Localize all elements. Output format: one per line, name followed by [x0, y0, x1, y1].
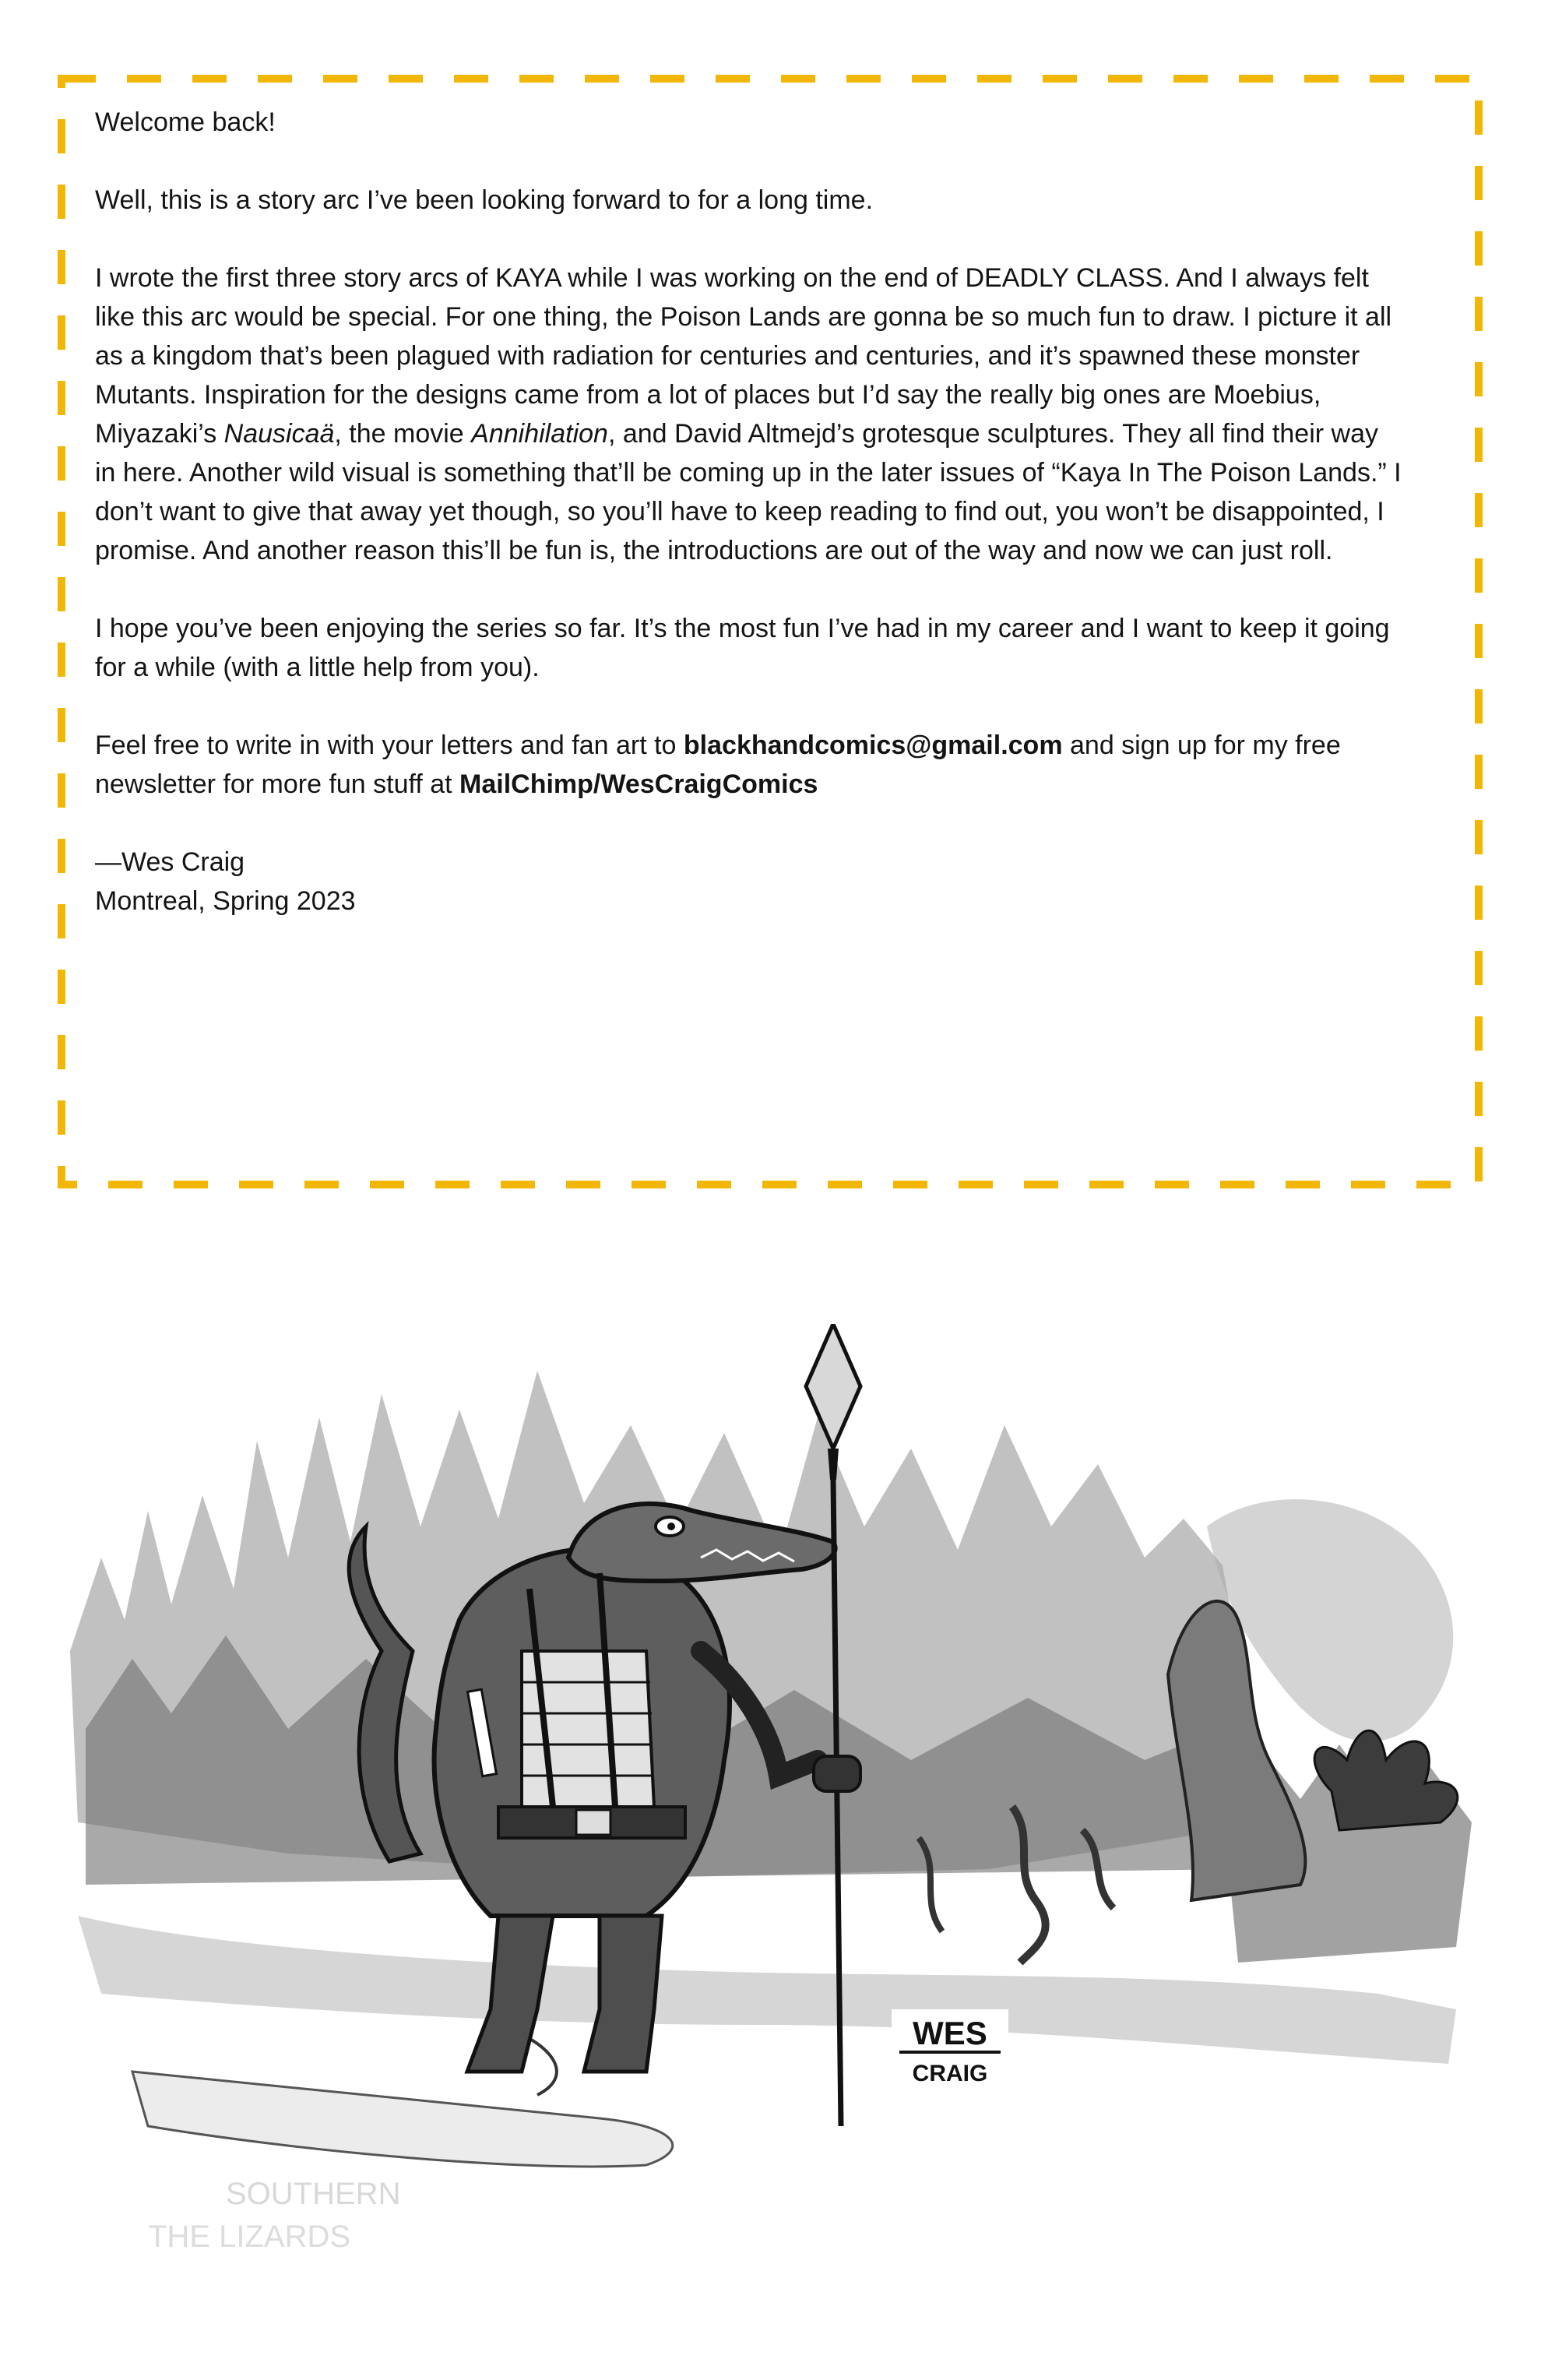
letter-body — [95, 103, 1403, 921]
paragraph-3: I hope you’ve been enjoying the series so far. It’s the most fun I’ve had in my career and I want to keep it going for a while (with a little help from you). — [95, 614, 1390, 682]
paragraph-1: Well, this is a story arc I’ve been looking forward to for a long time. — [95, 185, 874, 215]
faint-caption-2: THE LIZARDS — [148, 2220, 351, 2254]
artist-signature — [892, 2009, 1008, 2095]
paragraph-4 — [95, 726, 1403, 804]
title-annihilation: Annihilation — [471, 419, 608, 449]
faint-caption-1: SOUTHERN — [226, 2177, 401, 2211]
paragraph-4-part-2: and sign up for my free newsletter for more fun stuff at — [95, 731, 1341, 799]
title-nausicaa: Nausicaä — [223, 419, 335, 449]
illustration — [55, 1324, 1511, 2282]
location-date: Montreal, Spring 2023 — [95, 886, 356, 916]
paragraph-2 — [95, 259, 1403, 570]
signature-wes: WES — [913, 2015, 987, 2051]
signature-craig: CRAIG — [912, 2061, 988, 2086]
paragraph-2-part-3: , and David Altmejd’s grotesque sculptures. They all find their way in here. Another wild visual is something that’ll be coming up in the later issues of “Kaya In The Poison Lands.” I don’t want to give that away yet though, so you’ll have to keep reading to find out, you won’t be disappointed, I promise. And another reason this’ll be fun is, the introductions are out of the way and now we can just roll. — [95, 419, 1402, 565]
paragraph-4-part-1: Feel free to write in with your letters and fan art to — [95, 731, 684, 760]
signature: —Wes Craig — [95, 847, 245, 877]
newsletter-link[interactable]: MailChimp/WesCraigComics — [459, 769, 818, 799]
email-link[interactable]: blackhandcomics@gmail.com — [683, 731, 1063, 760]
crocodile-illustration — [55, 1324, 1511, 2282]
greeting: Welcome back! — [95, 107, 276, 137]
paragraph-2-part-1: I wrote the first three story arcs of KAYA while I was working on the end of DEADLY CLASS. And I always felt like this arc would be special. For one thing, the Poison Lands are gonna be so much fun to draw. I picture it all as a kingdom that’s been plagued with radiation for centuries and centuries, and it’s spawned these monster Mutants. Inspiration for the designs came from a lot of places but I’d say the really big ones are Moebius, Miyazaki’s — [95, 263, 1392, 449]
paragraph-2-part-2: , the movie — [334, 419, 472, 449]
